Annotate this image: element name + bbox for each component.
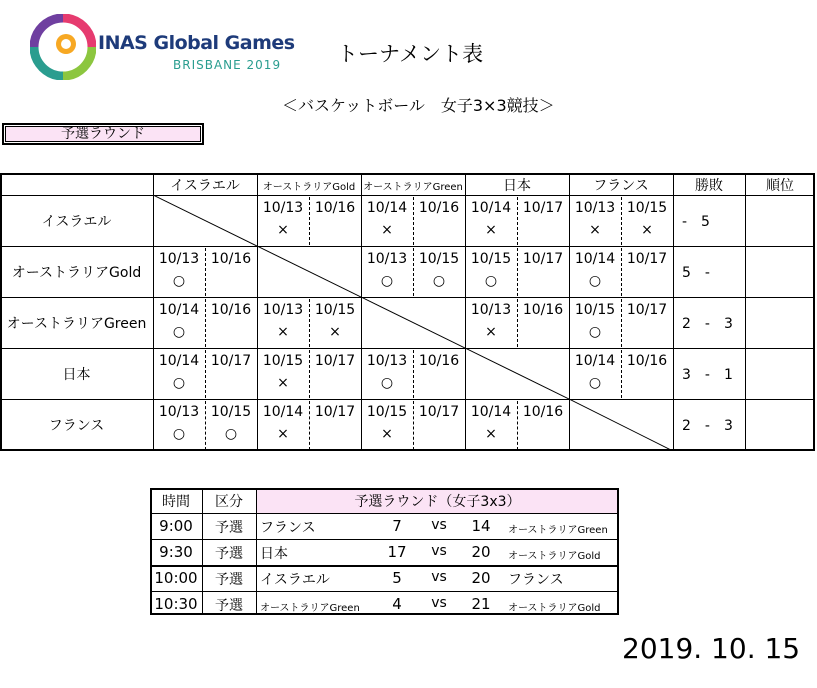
match-date: 10/16 xyxy=(210,251,252,267)
grid-hline xyxy=(0,449,815,451)
record-text: 3 - 1 xyxy=(682,367,733,383)
match-result-mark: × xyxy=(329,324,341,340)
game-division: 予選 xyxy=(215,572,243,588)
match-date: 10/13 xyxy=(158,251,200,267)
match-result-mark: × xyxy=(277,324,289,340)
match-date: 10/17 xyxy=(314,353,356,369)
match-date: 10/17 xyxy=(210,353,252,369)
grid-hline xyxy=(0,246,815,247)
match-date: 10/17 xyxy=(314,404,356,420)
match-date: 10/16 xyxy=(418,353,460,369)
grid-hline xyxy=(150,488,619,490)
match-date: 10/16 xyxy=(418,200,460,216)
match-date: 10/15 xyxy=(314,302,356,318)
match-result-mark: × xyxy=(277,375,289,391)
report-date: 2019. 10. 15 xyxy=(622,632,801,665)
match-result-mark: × xyxy=(381,222,393,238)
match-date: 10/13 xyxy=(262,302,304,318)
match-date: 10/16 xyxy=(626,353,668,369)
game-home-team: フランス xyxy=(260,520,316,536)
schedule-header-division: 区分 xyxy=(215,494,243,510)
game-home-team: オーストラリアGreen xyxy=(260,603,360,614)
grid-hline xyxy=(150,513,619,514)
match-date: 10/15 xyxy=(262,353,304,369)
col-header: 勝敗 xyxy=(695,178,723,194)
diagonal-slash xyxy=(257,246,361,297)
game-time: 10:00 xyxy=(154,569,198,587)
match-result-mark: ○ xyxy=(172,426,186,442)
col-header: フランス xyxy=(593,178,649,194)
match-result-mark: ○ xyxy=(588,273,602,289)
game-division: 予選 xyxy=(215,546,243,562)
game-away-score: 20 xyxy=(471,543,491,561)
col-header: オーストラリアGreen xyxy=(363,182,463,193)
match-result-mark: ○ xyxy=(484,273,498,289)
match-result-mark: ○ xyxy=(432,273,446,289)
match-result-mark: ○ xyxy=(172,324,186,340)
game-away-team: オーストラリアGreen xyxy=(508,525,608,536)
row-team-label: オーストラリアGold xyxy=(11,265,142,281)
match-date: 10/16 xyxy=(522,404,564,420)
match-result-mark: × xyxy=(381,426,393,442)
match-date: 10/13 xyxy=(366,353,408,369)
game-home-team: イスラエル xyxy=(260,572,330,588)
game-home-team: 日本 xyxy=(260,546,288,562)
match-date: 10/15 xyxy=(210,404,252,420)
logo-name: INAS Global Games xyxy=(98,32,295,54)
grid-hline xyxy=(150,539,619,540)
match-result-mark: ○ xyxy=(172,273,186,289)
game-time: 10:30 xyxy=(154,595,198,613)
match-date: 10/17 xyxy=(626,251,668,267)
col-header: イスラエル xyxy=(170,178,240,194)
grid-hline xyxy=(0,399,815,400)
page-title: トーナメント表 xyxy=(337,42,484,66)
match-result-mark: × xyxy=(485,222,497,238)
match-date: 10/13 xyxy=(574,200,616,216)
col-header: オーストラリアGold xyxy=(262,182,356,193)
match-date: 10/15 xyxy=(470,251,512,267)
record-text: 2 - 3 xyxy=(682,418,733,434)
tournament-matrix xyxy=(0,173,815,451)
match-date: 10/14 xyxy=(574,251,616,267)
match-result-mark: × xyxy=(589,222,601,238)
match-result-mark: ○ xyxy=(380,273,394,289)
diagonal-slash xyxy=(361,297,465,348)
record-text: 5 - xyxy=(682,265,710,281)
row-team-label: イスラエル xyxy=(41,214,112,230)
row-team-label: フランス xyxy=(48,418,105,434)
game-away-team: フランス xyxy=(508,572,564,588)
game-away-team: オーストラリアGold xyxy=(508,551,601,562)
match-result-mark: × xyxy=(277,222,289,238)
game-home-score: 5 xyxy=(392,569,402,587)
grid-hline xyxy=(0,195,815,196)
match-result-mark: × xyxy=(485,324,497,340)
match-date: 10/16 xyxy=(522,302,564,318)
game-vs: vs xyxy=(431,569,447,585)
game-home-score: 4 xyxy=(392,595,402,613)
match-date: 10/17 xyxy=(626,302,668,318)
game-away-team: オーストラリアGold xyxy=(508,603,601,614)
game-away-score: 14 xyxy=(471,517,491,535)
grid-hline xyxy=(150,565,619,567)
grid-vline xyxy=(745,173,746,451)
schedule-header-round: 予選ラウンド（女子3x3） xyxy=(354,494,521,510)
inas-logo-mark-icon xyxy=(30,14,96,80)
match-date: 10/17 xyxy=(522,200,564,216)
match-date: 10/17 xyxy=(522,251,564,267)
match-date: 10/15 xyxy=(418,251,460,267)
col-header: 日本 xyxy=(503,178,531,194)
match-result-mark: ○ xyxy=(380,375,394,391)
match-result-mark: × xyxy=(277,426,289,442)
diagonal-slash xyxy=(569,399,673,451)
diagonal-slash xyxy=(153,195,257,246)
match-result-mark: ○ xyxy=(588,375,602,391)
logo-subtitle: BRISBANE 2019 xyxy=(173,58,282,72)
match-result-mark: × xyxy=(485,426,497,442)
match-date: 10/14 xyxy=(470,200,512,216)
match-result-mark: ○ xyxy=(588,324,602,340)
record-text: - 5 xyxy=(682,214,710,230)
match-date: 10/13 xyxy=(262,200,304,216)
grid-vline xyxy=(813,173,815,451)
match-date: 10/16 xyxy=(210,302,252,318)
match-date: 10/14 xyxy=(262,404,304,420)
col-header: 順位 xyxy=(766,178,794,194)
game-vs: vs xyxy=(431,595,447,611)
match-date: 10/16 xyxy=(314,200,356,216)
game-home-score: 7 xyxy=(392,517,402,535)
grid-hline xyxy=(150,591,619,592)
game-away-score: 20 xyxy=(471,569,491,587)
match-date: 10/14 xyxy=(158,302,200,318)
grid-hline xyxy=(0,348,815,349)
page-subtitle: ＜バスケットボール 女子3×3競技＞ xyxy=(282,96,555,115)
match-result-mark: ○ xyxy=(224,426,238,442)
match-date: 10/14 xyxy=(470,404,512,420)
game-division: 予選 xyxy=(215,598,243,614)
match-date: 10/14 xyxy=(366,200,408,216)
row-team-label: 日本 xyxy=(62,367,91,383)
game-time: 9:00 xyxy=(159,517,193,535)
schedule-table xyxy=(150,488,619,615)
match-date: 10/13 xyxy=(158,404,200,420)
game-home-score: 17 xyxy=(387,543,407,561)
match-date: 10/15 xyxy=(626,200,668,216)
match-date: 10/15 xyxy=(366,404,408,420)
game-time: 9:30 xyxy=(159,543,193,561)
match-date: 10/15 xyxy=(574,302,616,318)
row-team-label: オーストラリアGreen xyxy=(6,316,147,332)
grid-vline xyxy=(673,173,674,451)
inas-logo xyxy=(30,14,295,82)
diagonal-slash xyxy=(465,348,569,399)
schedule-header-time: 時間 xyxy=(162,494,190,510)
match-date: 10/14 xyxy=(574,353,616,369)
game-away-score: 21 xyxy=(471,595,491,613)
match-result-mark: × xyxy=(641,222,653,238)
game-vs: vs xyxy=(431,543,447,559)
match-result-mark: ○ xyxy=(172,375,186,391)
round-label: 予選ラウンド xyxy=(2,123,204,145)
game-vs: vs xyxy=(431,517,447,533)
match-date: 10/13 xyxy=(470,302,512,318)
match-date: 10/14 xyxy=(158,353,200,369)
match-date: 10/13 xyxy=(366,251,408,267)
record-text: 2 - 3 xyxy=(682,316,733,332)
game-division: 予選 xyxy=(215,520,243,536)
match-date: 10/17 xyxy=(418,404,460,420)
